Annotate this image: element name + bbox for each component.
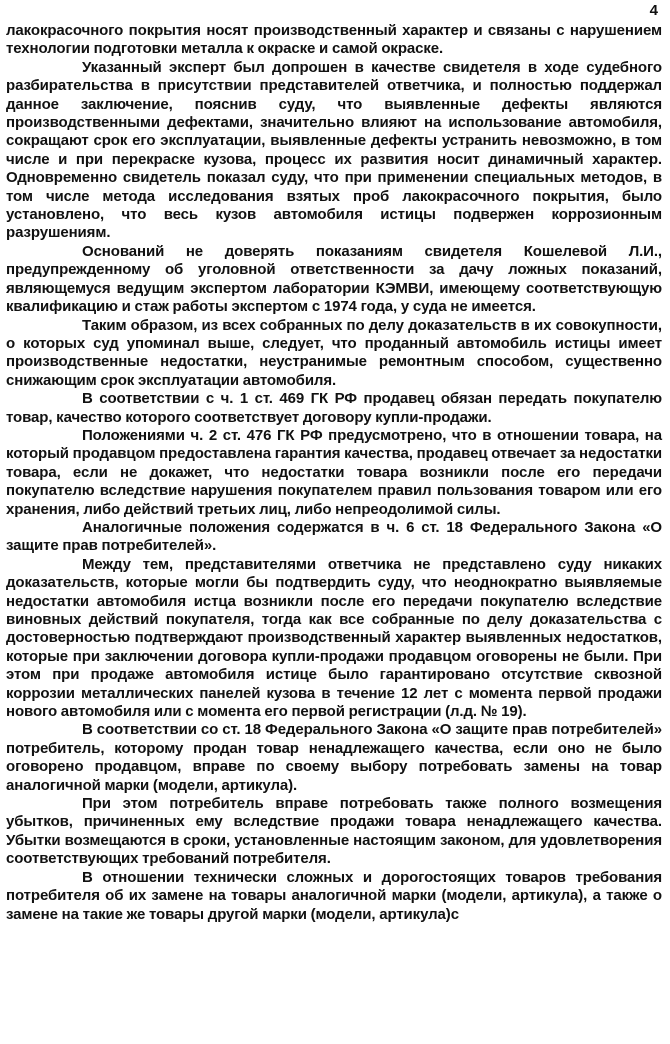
paragraph-4: Таким образом, из всех собранных по делу доказательств в их совокупности, о которых суд упоминал выше, следует, что проданный автомобиль истицы имеет производственные недостатки, неустранимые ремонтным способом, существенно снижающим срок эксплуатации автомобиля. — [6, 316, 662, 389]
paragraph-8: Между тем, представителями ответчика не представлено суду никаких доказательств, которые могли бы подтвердить суду, что неоднократно выявляемые недостатки автомобиля истца возникли после его передачи покупателю вследствие виновных действий покупателя, тогда как все собранные по делу доказательства с достоверностью подтверждают производственный характер выявленных недостатков, которые при заключении договора купли-продажи продавцом оговорены не были. При этом при продаже автомобиля истице было гарантировано отсутствие сквозной коррозии металлических панелей кузова в течение 12 лет с момента первой продажи нового автомобиля или с момента его первой регистрации (л.д. № 19). — [6, 555, 662, 721]
paragraph-3: Оснований не доверять показаниям свидетеля Кошелевой Л.И., предупрежденному об уголовной ответственности за дачу ложных показаний, являющемуся ведущим экспертом лаборатории КЭМВИ, имеющему соответствующую квалификацию и стаж работы экспертом с 1974 года, у суда не имеется. — [6, 242, 662, 316]
paragraph-11: В отношении технически сложных и дорогостоящих товаров требования потребителя об их замене на товары аналогичной марки (модели, артикула), а также о замене на такие же товары другой марки (модели, артикула)с — [6, 868, 662, 923]
paragraph-7: Аналогичные положения содержатся в ч. 6 ст. 18 Федерального Закона «О защите прав потребителей». — [6, 518, 662, 555]
paragraph-9: В соответствии со ст. 18 Федерального Закона «О защите прав потребителей» потребитель, которому продан товар ненадлежащего качества, если оно не было оговорено продавцом, вправе по своему выбору потребовать замены на товар аналогичной марки (модели, артикула). — [6, 721, 662, 794]
paragraph-6: Положениями ч. 2 ст. 476 ГК РФ предусмотрено, что в отношении товара, на который продавцом предоставлена гарантия качества, продавец отвечает за недостатки товара, если не докажет, что недостатки товара возникли после его передачи покупателю вследствие нарушения покупателем правил пользования товаром или его хранения, либо действий третьих лиц, либо непреодолимой силы. — [6, 426, 663, 518]
paragraph-10: При этом потребитель вправе потребовать также полного возмещения убытков, причиненных ему вследствие продажи товара ненадлежащего качества. Убытки возмещаются в сроки, установленные настоящим законом, для удовлетворения соответствующих требований потребителя. — [6, 795, 662, 868]
paragraph-5: В соответствии с ч. 1 ст. 469 ГК РФ продавец обязан передать покупателю товар, качество которого соответствует договору купли-продажи. — [6, 390, 662, 426]
paragraph-1: лакокрасочного покрытия носят производственный характер и связаны с нарушением технологии подготовки металла к окраске и самой окраске. — [6, 22, 662, 58]
page-number: 4 — [649, 2, 658, 19]
paragraph-2: Указанный эксперт был допрошен в качестве свидетеля в ходе судебного разбирательства в присутствии представителей ответчика, и полностью поддержал данное заключение, пояснив суду, что выявленные дефекты являются производственными дефектами, значительно влияют на использование автомобиля, сокращают срок его эксплуатации, выявленные дефекты устранить невозможно, в том числе и при перекраске кузова, процесс их развития носит динамичный характер. Одновременно свидетель показал суду, что при применении специальных методов, в том числе метода исследования взятых проб лакокрасочного покрытия, было установлено, что весь кузов автомобиля истицы подвержен коррозионным разрушениям. — [6, 58, 662, 242]
